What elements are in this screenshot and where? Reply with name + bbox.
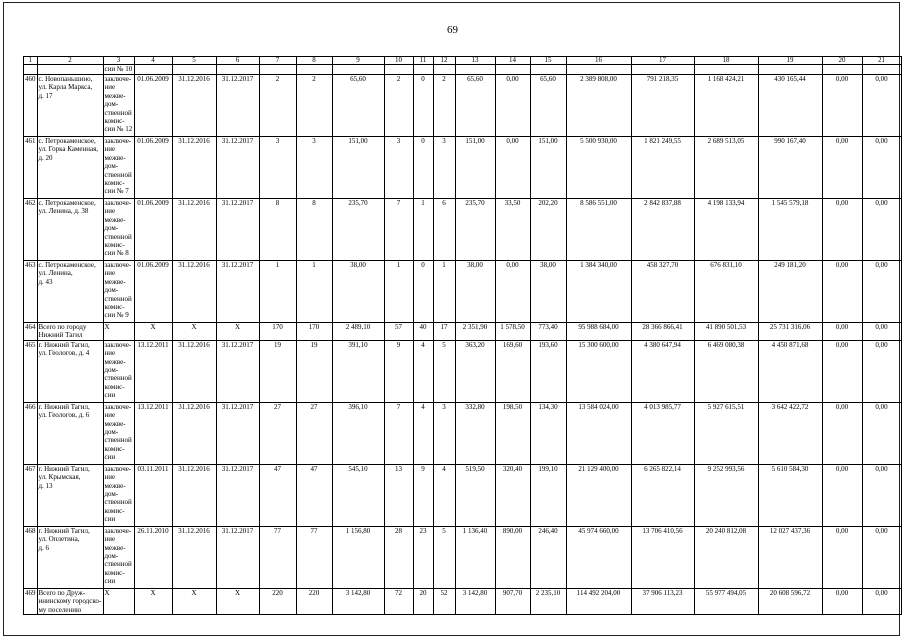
residents-relocated: 27 [296, 402, 332, 464]
reserve: 0,00 [862, 199, 901, 261]
total-row [24, 588, 902, 614]
residents-count: 3 [259, 137, 296, 199]
regional-share: 9 252 993,56 [694, 464, 758, 526]
reserve: 0,00 [862, 402, 901, 464]
regional-share: 1 168 424,21 [694, 75, 758, 137]
cell-empty [694, 65, 758, 75]
cost-total: 114 492 204,00 [566, 588, 631, 614]
table-row [24, 261, 902, 323]
residents-relocated: 3 [296, 137, 332, 199]
cell-empty [455, 65, 495, 75]
document-date: 01.06.2009 [134, 137, 172, 199]
area-municipal: 246,40 [530, 526, 566, 588]
total-area: 545,10 [332, 464, 384, 526]
basis-document: X [103, 323, 134, 341]
residents-count: 19 [259, 340, 296, 402]
column-number-3: 3 [103, 57, 134, 65]
page-number: 69 [447, 24, 458, 36]
actual-date: 31.12.2017 [216, 137, 259, 199]
residents-count: 27 [259, 402, 296, 464]
premises-total: 57 [384, 323, 413, 341]
cost-total: 2 389 808,00 [566, 75, 631, 137]
residents-count: 170 [259, 323, 296, 341]
table-row [24, 75, 902, 137]
local-share: 1 545 579,18 [758, 199, 822, 261]
residents-relocated: 19 [296, 340, 332, 402]
row-number: 462 [24, 199, 38, 261]
actual-date: 31.12.2017 [216, 261, 259, 323]
document-date: 03.11.2011 [134, 464, 172, 526]
regional-share: 20 240 812,08 [694, 526, 758, 588]
fund-share: 13 706 410,56 [631, 526, 694, 588]
regional-share: 41 890 501,53 [694, 323, 758, 341]
column-number-10: 10 [384, 57, 413, 65]
residents-count: 1 [259, 261, 296, 323]
residents-count: 77 [259, 526, 296, 588]
local-share: 3 642 422,72 [758, 402, 822, 464]
premises-total: 7 [384, 199, 413, 261]
residents-relocated: 77 [296, 526, 332, 588]
planned-date: 31.12.2016 [172, 526, 216, 588]
premises-total: 28 [384, 526, 413, 588]
premises-municipal: 3 [433, 137, 455, 199]
area-municipal: 134,30 [530, 402, 566, 464]
residents-relocated: 2 [296, 75, 332, 137]
total-area: 396,10 [332, 402, 384, 464]
actual-date: 31.12.2017 [216, 402, 259, 464]
continuation-text: сии № 10 [104, 65, 133, 73]
extra-funds: 0,00 [822, 526, 862, 588]
area-total: 519,50 [455, 464, 495, 526]
premises-total: 3 [384, 137, 413, 199]
basis-document: заключе- ние межве- дом- ственной комис- сии [103, 402, 134, 464]
address: г. Нижний Тагил, ул. Геологов, д. 6 [37, 402, 103, 464]
extra-funds: 0,00 [822, 588, 862, 614]
area-private: 0,00 [495, 261, 530, 323]
fund-share: 6 265 822,14 [631, 464, 694, 526]
premises-private: 0 [413, 261, 433, 323]
basis-document: заключе- ние межве- дом- ственной комис- сии [103, 340, 134, 402]
cell-empty [822, 65, 862, 75]
reserve: 0,00 [862, 137, 901, 199]
column-number-5: 5 [172, 57, 216, 65]
premises-total: 7 [384, 402, 413, 464]
total-area: 2 489,10 [332, 323, 384, 341]
column-number-12: 12 [433, 57, 455, 65]
area-total: 65,60 [455, 75, 495, 137]
premises-private: 9 [413, 464, 433, 526]
cost-total: 21 129 400,00 [566, 464, 631, 526]
total-area: 65,60 [332, 75, 384, 137]
actual-date: 31.12.2017 [216, 340, 259, 402]
reserve: 0,00 [862, 261, 901, 323]
document-date: 01.06.2009 [134, 199, 172, 261]
document-date: X [134, 323, 172, 341]
fund-share: 1 821 249,55 [631, 137, 694, 199]
row-number: 465 [24, 340, 38, 402]
document-date: 13.12.2011 [134, 402, 172, 464]
table-row [24, 526, 902, 588]
document-date: X [134, 588, 172, 614]
local-share: 25 731 316,06 [758, 323, 822, 341]
actual-date: 31.12.2017 [216, 526, 259, 588]
basis-document: заключе- ние межве- дом- ственной комис- сии № 12 [103, 75, 134, 137]
column-number-2: 2 [37, 57, 103, 65]
table-row [24, 199, 902, 261]
residents-count: 8 [259, 199, 296, 261]
column-number-7: 7 [259, 57, 296, 65]
residents-relocated: 170 [296, 323, 332, 341]
residents-relocated: 220 [296, 588, 332, 614]
address: с. Петрокаменское, ул. Горка Каменная, д. 20 [37, 137, 103, 199]
planned-date: 31.12.2016 [172, 199, 216, 261]
cell-empty [530, 65, 566, 75]
column-number-8: 8 [296, 57, 332, 65]
area-total: 3 142,80 [455, 588, 495, 614]
residents-relocated: 8 [296, 199, 332, 261]
reserve: 0,00 [862, 75, 901, 137]
planned-date: 31.12.2016 [172, 464, 216, 526]
premises-total: 13 [384, 464, 413, 526]
premises-private: 23 [413, 526, 433, 588]
column-number-16: 16 [566, 57, 631, 65]
regional-share: 6 469 080,38 [694, 340, 758, 402]
area-municipal: 38,00 [530, 261, 566, 323]
column-number-9: 9 [332, 57, 384, 65]
cell-empty [433, 65, 455, 75]
row-number: 468 [24, 526, 38, 588]
local-share: 4 450 871,68 [758, 340, 822, 402]
total-area: 151,00 [332, 137, 384, 199]
fund-share: 4 380 647,94 [631, 340, 694, 402]
local-share: 12 027 437,36 [758, 526, 822, 588]
actual-date: 31.12.2017 [216, 75, 259, 137]
area-private: 1 578,50 [495, 323, 530, 341]
extra-funds: 0,00 [822, 464, 862, 526]
row-number: 466 [24, 402, 38, 464]
cell-empty [413, 65, 433, 75]
premises-private: 1 [413, 199, 433, 261]
document-date: 26.11.2010 [134, 526, 172, 588]
reserve: 0,00 [862, 588, 901, 614]
premises-private: 20 [413, 588, 433, 614]
cost-total: 5 500 930,00 [566, 137, 631, 199]
row-number: 460 [24, 75, 38, 137]
column-number-20: 20 [822, 57, 862, 65]
total-area: 3 142,80 [332, 588, 384, 614]
local-share: 249 181,20 [758, 261, 822, 323]
basis-document: заключе- ние межве- дом- ственной комис- сии № 8 [103, 199, 134, 261]
table-row [24, 137, 902, 199]
area-municipal: 773,40 [530, 323, 566, 341]
row-number: 464 [24, 323, 38, 341]
total-row [24, 323, 902, 341]
cost-total: 8 586 551,00 [566, 199, 631, 261]
local-share: 20 608 596,72 [758, 588, 822, 614]
total-area: 235,70 [332, 199, 384, 261]
planned-date: X [172, 323, 216, 341]
premises-municipal: 5 [433, 526, 455, 588]
column-number-21: 21 [862, 57, 901, 65]
premises-private: 4 [413, 340, 433, 402]
table-row [24, 402, 902, 464]
premises-private: 4 [413, 402, 433, 464]
row-number: 461 [24, 137, 38, 199]
area-municipal: 193,60 [530, 340, 566, 402]
area-total: 2 351,90 [455, 323, 495, 341]
table-row [24, 340, 902, 402]
column-number-row [24, 57, 902, 65]
extra-funds: 0,00 [822, 199, 862, 261]
document-date: 01.06.2009 [134, 75, 172, 137]
actual-date: X [216, 588, 259, 614]
fund-share: 458 327,70 [631, 261, 694, 323]
address: с. Петрокаменское, ул. Ленина, д. 43 [37, 261, 103, 323]
fund-share: 4 013 985,77 [631, 402, 694, 464]
area-municipal: 2 235,10 [530, 588, 566, 614]
planned-date: 31.12.2016 [172, 340, 216, 402]
fund-share: 2 842 837,88 [631, 199, 694, 261]
cell-empty [296, 65, 332, 75]
column-number-13: 13 [455, 57, 495, 65]
address: с. Петрокаменское, ул. Ленина, д. 38 [37, 199, 103, 261]
column-number-4: 4 [134, 57, 172, 65]
cell-empty [24, 65, 38, 75]
cell-empty [495, 65, 530, 75]
area-total: 235,70 [455, 199, 495, 261]
premises-total: 2 [384, 75, 413, 137]
address: с. Новопаньшино, ул. Карла Маркса, д. 17 [37, 75, 103, 137]
residents-count: 220 [259, 588, 296, 614]
document-date: 13.12.2011 [134, 340, 172, 402]
area-municipal: 199,10 [530, 464, 566, 526]
premises-municipal: 5 [433, 340, 455, 402]
column-number-17: 17 [631, 57, 694, 65]
address: г. Нижний Тагил, ул. Крымская, д. 13 [37, 464, 103, 526]
extra-funds: 0,00 [822, 340, 862, 402]
cell-empty [862, 65, 901, 75]
cost-total: 45 974 660,00 [566, 526, 631, 588]
local-share: 990 167,40 [758, 137, 822, 199]
column-number-19: 19 [758, 57, 822, 65]
regional-share: 4 198 133,94 [694, 199, 758, 261]
basis-document: заключе- ние межве- дом- ственной комис- сии № 9 [103, 261, 134, 323]
extra-funds: 0,00 [822, 137, 862, 199]
cell-empty [37, 65, 103, 75]
cell-empty [566, 65, 631, 75]
premises-total: 1 [384, 261, 413, 323]
premises-municipal: 52 [433, 588, 455, 614]
area-private: 320,40 [495, 464, 530, 526]
area-total: 151,00 [455, 137, 495, 199]
table-row [24, 464, 902, 526]
basis-document: заключе- ние межве- дом- ственной комис- сии [103, 526, 134, 588]
total-area: 391,10 [332, 340, 384, 402]
premises-municipal: 17 [433, 323, 455, 341]
area-private: 890,00 [495, 526, 530, 588]
column-number-1: 1 [24, 57, 38, 65]
area-total: 332,80 [455, 402, 495, 464]
premises-private: 0 [413, 75, 433, 137]
local-share: 430 165,44 [758, 75, 822, 137]
premises-municipal: 3 [433, 402, 455, 464]
extra-funds: 0,00 [822, 323, 862, 341]
cell-empty [216, 65, 259, 75]
area-municipal: 151,00 [530, 137, 566, 199]
actual-date: X [216, 323, 259, 341]
column-number-15: 15 [530, 57, 566, 65]
area-private: 33,50 [495, 199, 530, 261]
column-number-6: 6 [216, 57, 259, 65]
area-total: 1 136,40 [455, 526, 495, 588]
area-private: 198,50 [495, 402, 530, 464]
basis-document: заключе- ние межве- дом- ственной комис- сии № 7 [103, 137, 134, 199]
premises-total: 9 [384, 340, 413, 402]
area-private: 169,60 [495, 340, 530, 402]
cell-empty [332, 65, 384, 75]
cell-empty [172, 65, 216, 75]
continuation-row [24, 65, 902, 75]
area-private: 0,00 [495, 137, 530, 199]
basis-document: заключе- ние межве- дом- ственной комис- сии [103, 464, 134, 526]
cost-total: 95 988 684,00 [566, 323, 631, 341]
local-share: 5 610 584,30 [758, 464, 822, 526]
fund-share: 37 906 113,23 [631, 588, 694, 614]
premises-total: 72 [384, 588, 413, 614]
regional-share: 2 689 513,05 [694, 137, 758, 199]
premises-private: 0 [413, 137, 433, 199]
cost-total: 13 584 024,00 [566, 402, 631, 464]
regional-share: 5 927 615,51 [694, 402, 758, 464]
cell-empty [758, 65, 822, 75]
area-municipal: 202,20 [530, 199, 566, 261]
row-number: 467 [24, 464, 38, 526]
row-number: 463 [24, 261, 38, 323]
residents-relocated: 1 [296, 261, 332, 323]
address: Всего по городу Нижний Тагил [37, 323, 103, 341]
premises-municipal: 2 [433, 75, 455, 137]
fund-share: 791 218,35 [631, 75, 694, 137]
total-area: 1 156,80 [332, 526, 384, 588]
premises-municipal: 6 [433, 199, 455, 261]
address: г. Нижний Тагил, ул. Оплетина, д. 6 [37, 526, 103, 588]
planned-date: X [172, 588, 216, 614]
column-number-11: 11 [413, 57, 433, 65]
residents-count: 2 [259, 75, 296, 137]
regional-share: 55 977 494,05 [694, 588, 758, 614]
cell-empty [384, 65, 413, 75]
area-private: 907,70 [495, 588, 530, 614]
reserve: 0,00 [862, 526, 901, 588]
actual-date: 31.12.2017 [216, 199, 259, 261]
housing-register-table [23, 56, 902, 615]
fund-share: 28 366 866,41 [631, 323, 694, 341]
basis-document: X [103, 588, 134, 614]
cell-empty [134, 65, 172, 75]
cost-total: 15 300 600,00 [566, 340, 631, 402]
residents-count: 47 [259, 464, 296, 526]
cell-empty [259, 65, 296, 75]
premises-private: 40 [413, 323, 433, 341]
actual-date: 31.12.2017 [216, 464, 259, 526]
planned-date: 31.12.2016 [172, 137, 216, 199]
extra-funds: 0,00 [822, 402, 862, 464]
extra-funds: 0,00 [822, 261, 862, 323]
residents-relocated: 47 [296, 464, 332, 526]
total-area: 38,00 [332, 261, 384, 323]
reserve: 0,00 [862, 323, 901, 341]
reserve: 0,00 [862, 464, 901, 526]
cell-empty [631, 65, 694, 75]
area-municipal: 65,60 [530, 75, 566, 137]
planned-date: 31.12.2016 [172, 261, 216, 323]
area-total: 363,20 [455, 340, 495, 402]
regional-share: 676 831,10 [694, 261, 758, 323]
extra-funds: 0,00 [822, 75, 862, 137]
row-number: 469 [24, 588, 38, 614]
address: Всего по Друж- ининскому городско- му поселению [38, 588, 102, 614]
column-number-18: 18 [694, 57, 758, 65]
document-date: 01.06.2009 [134, 261, 172, 323]
area-private: 0,00 [495, 75, 530, 137]
address: г. Нижний Тагил, ул. Геологов, д. 4 [37, 340, 103, 402]
column-number-14: 14 [495, 57, 530, 65]
cost-total: 1 384 340,00 [566, 261, 631, 323]
planned-date: 31.12.2016 [172, 402, 216, 464]
premises-municipal: 4 [433, 464, 455, 526]
planned-date: 31.12.2016 [172, 75, 216, 137]
area-total: 38,00 [455, 261, 495, 323]
reserve: 0,00 [862, 340, 901, 402]
premises-municipal: 1 [433, 261, 455, 323]
